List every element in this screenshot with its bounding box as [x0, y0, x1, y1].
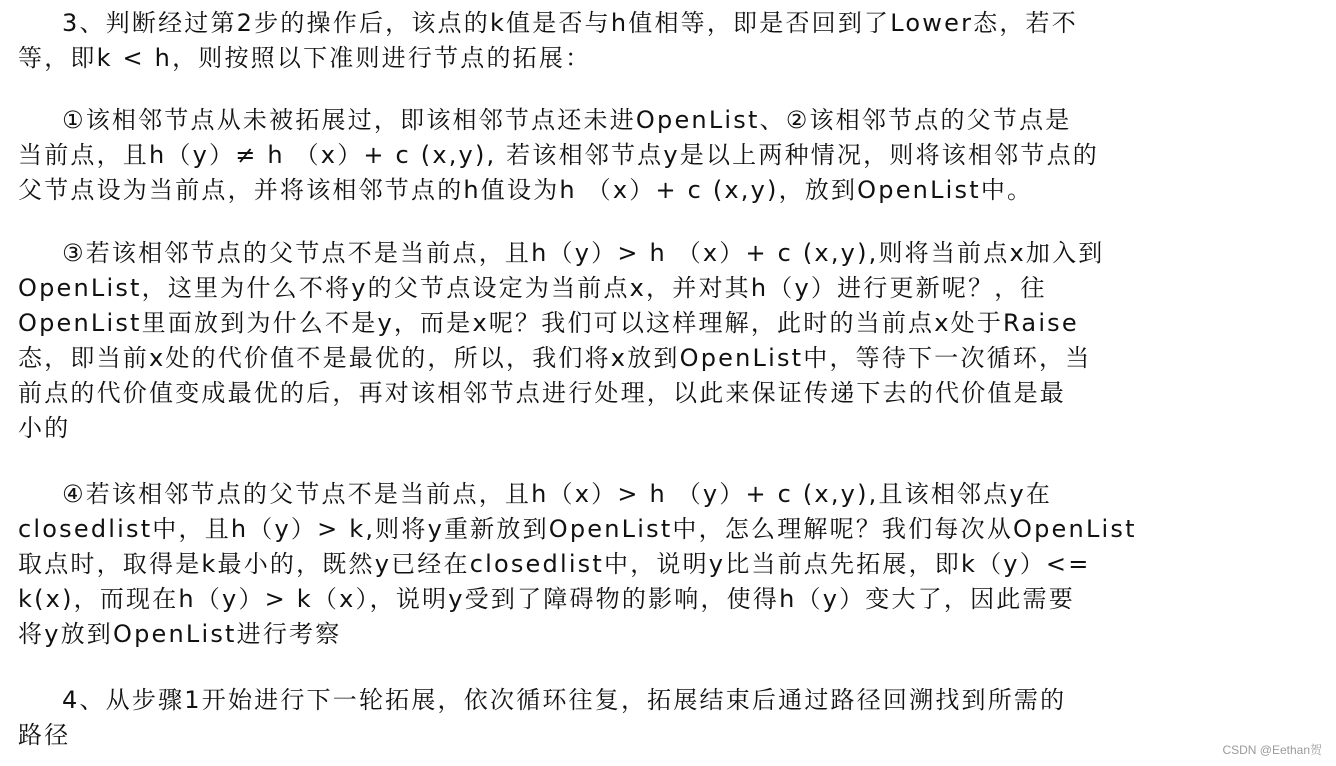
paragraph-rule-1-2 [18, 103, 1318, 208]
paragraph-line: OpenList里面放到为什么不是y，而是x呢？我们可以这样理解，此时的当前点x处于Raise [18, 309, 1079, 337]
csdn-watermark: CSDN @Eethan贺 [1222, 743, 1322, 757]
paragraph-line: 当前点，且h（y）≠ h （x）+ c (x,y), 若该相邻节点y是以上两种情况，则将该相邻节点的 [18, 141, 1099, 169]
paragraph-line: 4、从步骤1开始进行下一轮拓展，依次循环往复，拓展结束后通过路径回溯找到所需的 [62, 686, 1067, 714]
paragraph-line: 前点的代价值变成最优的后，再对该相邻节点进行处理，以此来保证传递下去的代价值是最 [18, 379, 1066, 407]
paragraph-line: 态，即当前x处的代价值不是最优的，所以，我们将x放到OpenList中，等待下一次循环，当 [18, 344, 1092, 372]
paragraph-step-3 [18, 6, 1318, 76]
paragraph-line: ①该相邻节点从未被拓展过，即该相邻节点还未进OpenList、②该相邻节点的父节点是 [62, 106, 1072, 134]
paragraph-line: 3、判断经过第2步的操作后，该点的k值是否与h值相等，即是否回到了Lower态，若不 [62, 9, 1078, 37]
paragraph-line: 取点时，取得是k最小的，既然y已经在closedlist中，说明y比当前点先拓展，即k（y）<= [18, 550, 1091, 578]
paragraph-line: ③若该相邻节点的父节点不是当前点，且h（y）> h （x）+ c (x,y),则将当前点x加入到 [62, 239, 1105, 267]
paragraph-line: ④若该相邻节点的父节点不是当前点，且h（x）> h （y）+ c (x,y),且该相邻点y在 [62, 480, 1053, 508]
paragraph-line: 等，即k < h，则按照以下准则进行节点的拓展： [18, 44, 592, 72]
paragraph-rule-3 [18, 236, 1318, 446]
paragraph-line: 路径 [18, 721, 71, 749]
paragraph-rule-4 [18, 477, 1318, 652]
paragraph-line: closedlist中，且h（y）> k,则将y重新放到OpenList中，怎么理解呢？我们每次从OpenList [18, 515, 1137, 543]
paragraph-step-4 [18, 683, 1318, 753]
paragraph-line: k(x)，而现在h（y）> k（x），说明y受到了障碍物的影响，使得h（y）变大了，因此需要 [18, 585, 1075, 613]
paragraph-line: 将y放到OpenList进行考察 [18, 620, 342, 648]
paragraph-line: 小的 [18, 414, 71, 442]
paragraph-line: 父节点设为当前点，并将该相邻节点的h值设为h （x）+ c (x,y)，放到OpenList中。 [18, 176, 1034, 204]
paragraph-line: OpenList，这里为什么不将y的父节点设定为当前点x，并对其h（y）进行更新呢？，往 [18, 274, 1047, 302]
